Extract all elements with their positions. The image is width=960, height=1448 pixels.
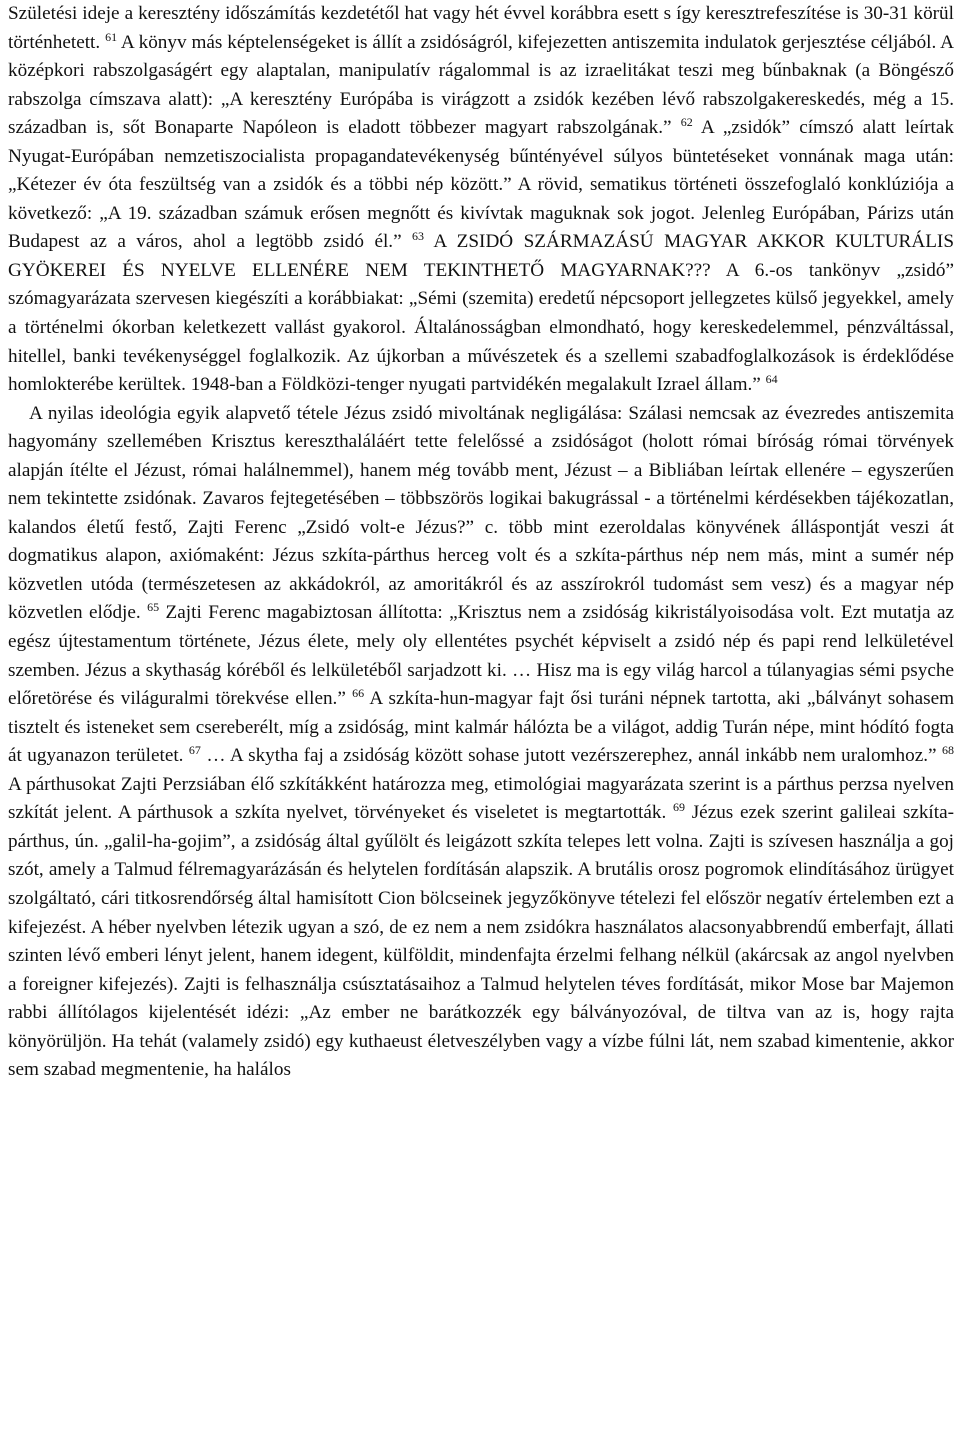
- footnote-ref-63[interactable]: 63: [412, 229, 425, 244]
- footnote-ref-68[interactable]: 68: [941, 743, 954, 758]
- footnote-ref-66[interactable]: 66: [352, 686, 365, 701]
- text-run: A ZSIDÓ SZÁRMAZÁSÚ MAGYAR AKKOR KULTURÁLIS GYÖKEREI ÉS NYELVE ELLENÉRE NEM TEKINTHETŐ MAGYARNAK??? A 6.-os tankönyv „zsidó” szómagyarázata szervesen kiegészíti a korábbiakat: „Sémi (szemita) eredetű népcsoport jellegzetes külső jegyekkel, amely a történelmi ókorban keletkezett vallást gyakorol. Általánosságban elmondható, hogy kereskedelemmel, pénzváltással, hitellel, banki tevékenységgel foglalkozik. Az újkorban a művészetek és a szellemi szabadfoglalkozások is érdeklődése homlokterébe kerültek. 1948-ban a Földközi-tenger nyugati partvidékén megalakult Izrael állam.”: [8, 231, 954, 396]
- footnote-ref-64[interactable]: 64: [765, 372, 778, 387]
- text-run: … A skytha faj a zsidóság között sohase jutott vezérszerephez, annál inkább nem uralomhoz.”: [200, 745, 942, 767]
- text-run: A nyilas ideológia egyik alapvető tétele Jézus zsidó mivoltának negligálása: Szálasi nemcsak az évezredes antiszemita hagyomány szellemében Krisztus kereszthaláláért tette felelőssé a zsidóságot (holott római bíróság római törvények alapján ítélte el Jézust, római halálnemmel), hanem még tovább ment, Jézust – a Bibliában leírtak ellenére – egyszerűen nem tekintette zsidónak. Zavaros fejtegetésében – többszörös logikai bakugrással - a történelmi kérdésekben tájékozatlan, kalandos életű festő, Zajti Ferenc „Zsidó volt-e Jézus?” c. több mint ezeroldalas könyvének álláspontját veszi át dogmatikus alapon, axiómaként: Jézus szkíta-párthus herceg volt és a szkíta-párthus nép nem más, mint a sumér nép közvetlen utóda (természetesen az akkádokról, az amoritákról és az asszírokról tudomást sem vesz) és a magyar nép közvetlen elődje.: [8, 402, 954, 624]
- text-run: Születési ideje a keresztény időszámítás kezdetétől hat vagy hét évvel korábbra esett s így keresztrefeszítése is 30-31 körül történhetett.: [8, 3, 954, 53]
- paragraph: [8, 400, 954, 1085]
- text-run: Jézus ezek szerint galileai szkíta-párthus, ún. „galil-ha-gojim”, a zsidóság által gyűlölt és leigázott szkíta telepes lett volna. Zajti is szívesen használja a goj szót, amely a Talmud félremagyarázásán és helytelen fordításán alapszik. A brutális orosz pogromok elindításához ürügyet szolgáltató, cári titkosrendőrség által hamisított Cion bölcseinek jegyzőkönyve tételezi fel először negatív értelemben ezt a kifejezést. A héber nyelvben létezik ugyan a szó, de ez nem a nem zsidókra használatos alacsonyabbrendű emberfajt, állati szinten lévő emberi lényt jelent, hanem idegent, külföldit, mindenfajta érzelmi felhang nélkül (akárcsak az angol nyelvben a foreigner kifejezés). Zajti is felhasználja csúsztatásaihoz a Talmud helytelen téves fordítását, mikor Mose bar Majemon rabbi állítólagos kijelentését idézi: „Az ember ne barátkozzék egy bálványozóval, de tiltva van az is, hogy rajta könyörüljön. Ha tehát (valamely zsidó) egy kuthaeust életveszélyben vagy a vízbe fúlni lát, nem szabad kimentenie, akkor sem szabad megmentenie, ha halálos: [8, 802, 954, 1081]
- paragraph: [8, 0, 954, 400]
- text-run: A könyv más képtelenségeket is állít a zsidóságról, kifejezetten antiszemita indulatok gerjesztése céljából. A középkori rabszolgaságért egy alaptalan, manipulatív rágalommal is az izraelitákat teszi meg bűnbaknak (a Böngésző rabszolga címszava alatt): „A keresztény Európába is virágzott a zsidók kezében lévő rabszolgakereskedés, még a 15. században is, sőt Bonaparte Napóleon is eladott többezer magyart rabszolgának.”: [8, 31, 954, 139]
- text-run: A párthusokat Zajti Perzsiában élő szkítákként határozza meg, etimológiai magyarázata szerint is a párthus perzsa nyelven szkítát jelent. A párthusok a szkíta nyelvet, törvényeket és viseletet is megtartották.: [8, 773, 954, 824]
- footnote-ref-61[interactable]: 61: [105, 29, 118, 44]
- footnote-ref-67[interactable]: 67: [188, 743, 201, 758]
- text-run: A „zsidók” címszó alatt leírtak Nyugat-Európában nemzetiszocialista propagandatevékenység bűntényével súlyos büntetéseket vonnának maga után: „Kétezer év óta feszültség van a zsidók és a többi nép között.” A rövid, sematikus történeti összefoglaló konklúziója a következő: „A 19. században számuk erősen megnőtt és kivívtak maguknak sok jogot. Jelenleg Európában, Párizs után Budapest az a város, ahol a legtöbb zsidó él.”: [8, 117, 954, 253]
- footnote-ref-65[interactable]: 65: [147, 600, 160, 615]
- footnote-ref-62[interactable]: 62: [680, 115, 693, 130]
- document-page: [8, 0, 954, 1085]
- text-run: Zajti Ferenc magabiztosan állította: „Krisztus nem a zsidóság kikristályoisodása volt. Ezt mutatja az egész újtestamentum története, Jézus élete, mely oly ellentétes psychét képviselt a zsidó nép és papi rend lelkületével szemben. Jézus a skythaság kóréből és lelkületéből sarjadzott ki. … Hisz ma is egy világ harcol a túlanyagias sémi psyche előretörése és világuralmi törekvése ellen.”: [8, 602, 954, 710]
- footnote-ref-69[interactable]: 69: [673, 800, 685, 815]
- text-run: A szkíta-hun-magyar fajt ősi turáni népnek tartotta, aki „bálványt sohasem tisztelt és isteneket sem csereberélt, míg a zsidóság, mint kalmár hálózta be a világot, addig Turán népe, mint hódító fogta át ugyanazon területet.: [8, 688, 955, 767]
